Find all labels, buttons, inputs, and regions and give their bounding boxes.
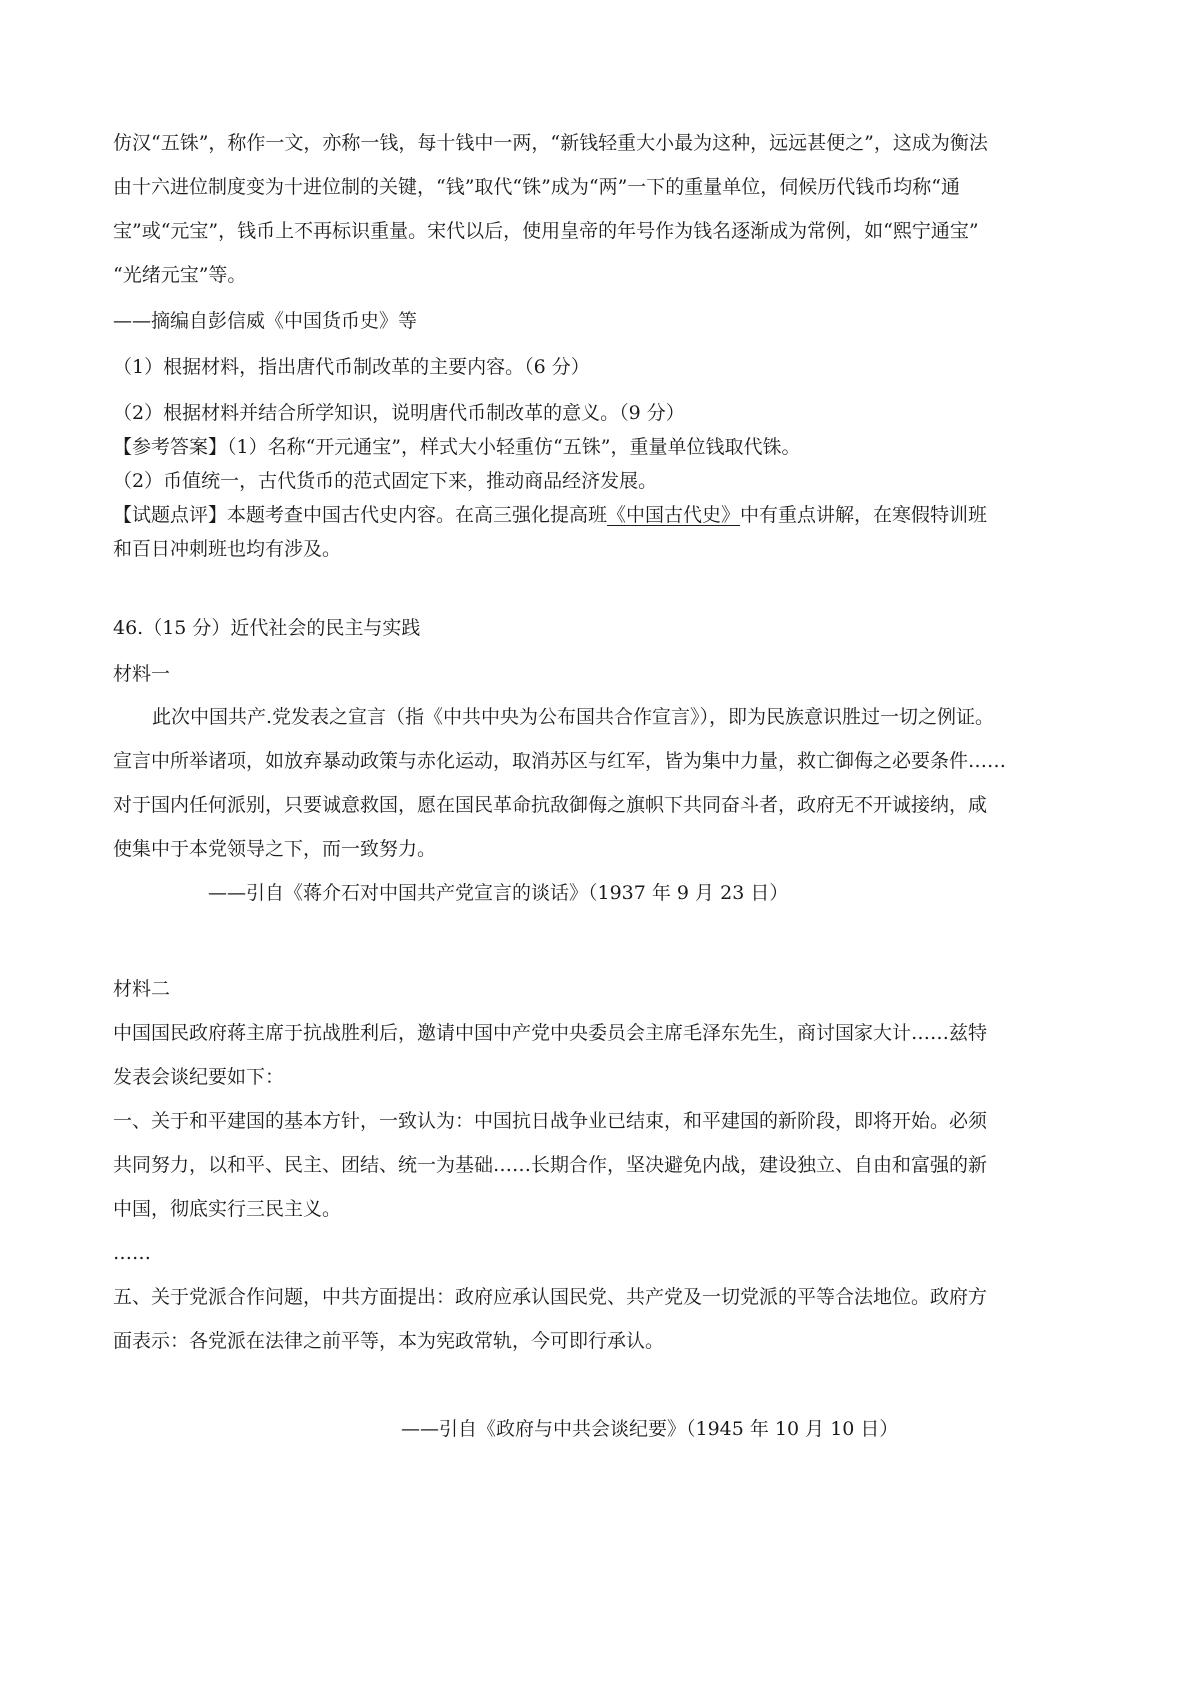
material-2-ellipsis: …… [113, 1242, 151, 1264]
course-link[interactable]: 《中国古代史》 [607, 504, 741, 526]
paragraph-line: 宝”或“元宝”，钱币上不再标识重量。宋代以后，使用皇帝的年号作为钱名逐渐成为常例，如“熙宁通宝” [113, 220, 979, 242]
answer-1: 【参考答案】（1）名称“开元通宝”，样式大小轻重仿“五铢”，重量单位钱取代铢。 [113, 436, 801, 458]
comment-prefix: 【试题点评】本题考查中国古代史内容。在高三强化提高班 [113, 504, 608, 526]
material-2-line: 发表会谈纪要如下： [113, 1066, 285, 1088]
paragraph-line: 由十六进位制度变为十进位制的关键，“钱”取代“铢”成为“两”一下的重量单位，伺候历代钱币均称“通 [113, 176, 960, 198]
material-2-line: 共同努力，以和平、民主、团结、统一为基础……长期合作，坚决避免内战，建设独立、自由和富强的新 [113, 1154, 988, 1176]
material-1-label: 材料一 [113, 663, 171, 685]
material-2-source: ——引自《政府与中共会谈纪要》（1945 年 10 月 10 日） [401, 1418, 899, 1440]
comment-suffix: 中有重点讲解，在寒假特训班 [740, 504, 988, 526]
question-46-title: 46.（15 分）近代社会的民主与实践 [113, 617, 421, 639]
comment-line [113, 503, 987, 527]
material-2-line: 面表示：各党派在法律之前平等，本为宪政常轨，今可即行承认。 [113, 1330, 665, 1352]
answer-2: （2）币值统一，古代货币的范式固定下来，推动商品经济发展。 [113, 470, 658, 492]
material-2-line: 中国，彻底实行三民主义。 [113, 1198, 342, 1220]
material-1-source: ——引自《蒋介石对中国共产党宣言的谈话》（1937 年 9 月 23 日） [208, 882, 789, 904]
paragraph-line: “光绪元宝”等。 [113, 264, 247, 286]
material-1-line: 使集中于本党领导之下，而一致努力。 [113, 838, 437, 860]
question-1: （1）根据材料，指出唐代币制改革的主要内容。（6 分） [113, 356, 590, 378]
material-1-line: 宣言中所举诸项，如放弃暴动政策与赤化运动，取消苏区与红军，皆为集中力量，救亡御侮之必要条件…… [113, 750, 1007, 772]
material-2-line: 中国国民政府蒋主席于抗战胜利后，邀请中国中产党中央委员会主席毛泽东先生，商讨国家大计……兹特 [113, 1022, 988, 1044]
source-citation: ——摘编自彭信威《中国货币史》等 [113, 310, 418, 332]
material-1-line: 对于国内任何派别，只要诚意救国，愿在国民革命抗敌御侮之旗帜下共同奋斗者，政府无不开诚接纳，咸 [113, 794, 988, 816]
material-2-line: 一、关于和平建国的基本方针，一致认为：中国抗日战争业已结束，和平建国的新阶段，即将开始。必须 [113, 1110, 988, 1132]
paragraph-line: 仿汉“五铢”，称作一文，亦称一钱，每十钱中一两，“新钱轻重大小最为这种，远远甚便之”，这成为衡法 [113, 132, 988, 154]
comment-line-2: 和百日冲刺班也均有涉及。 [113, 538, 342, 560]
material-2-line: 五、关于党派合作问题，中共方面提出：政府应承认国民党、共产党及一切党派的平等合法地位。政府方 [113, 1286, 988, 1308]
material-2-label: 材料二 [113, 978, 171, 1000]
material-1-line: 此次中国共产.党发表之宣言（指《中共中央为公布国共合作宣言》），即为民族意识胜过一切之例证。 [152, 706, 995, 728]
question-2: （2）根据材料并结合所学知识，说明唐代币制改革的意义。（9 分） [113, 402, 685, 424]
